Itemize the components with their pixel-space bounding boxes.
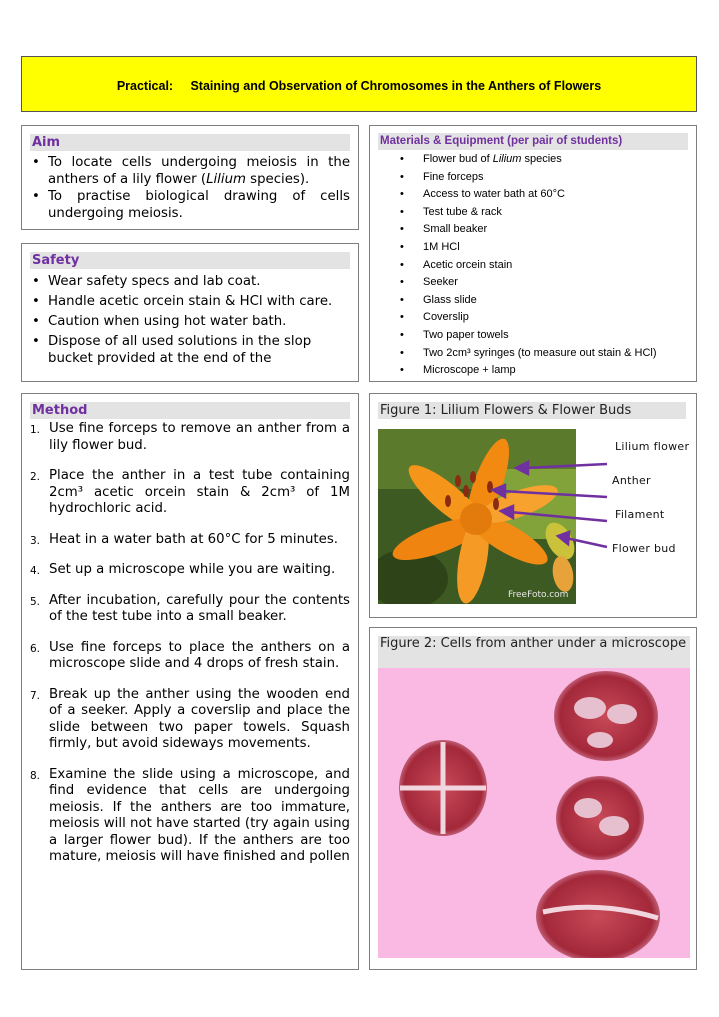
method-steps <box>30 421 350 880</box>
aim-heading: Aim <box>30 134 350 151</box>
safety-list <box>30 273 350 367</box>
material-item: • 1M HCl <box>400 239 657 257</box>
aim-item: • To practise biological drawing of cells undergoing meiosis. <box>30 188 350 222</box>
material-item: • Test tube & rack <box>400 204 657 222</box>
safety-item: • Wear safety specs and lab coat. <box>30 273 350 290</box>
figure1-panel <box>369 393 697 618</box>
figure2-caption: Figure 2: Cells from anther under a microscope <box>378 636 690 669</box>
method-step: 4. Set up a microscope while you are waiting. <box>30 562 336 577</box>
method-step: 5. After incubation, carefully pour the contents of the test tube into a small beaker. <box>30 592 350 624</box>
method-step: 6. Use fine forceps to place the anthers on a microscope slide and 4 drops of fresh stain. <box>30 639 350 671</box>
material-item: • Access to water bath at 60°C <box>400 186 657 204</box>
cell-tetrad <box>554 671 658 761</box>
safety-item: • Dispose of all used solutions in the slop bucket provided at the end of the <box>30 333 350 367</box>
title-label: Practical: <box>116 79 174 93</box>
cell-dividing <box>556 776 644 860</box>
material-item: • Glass slide <box>400 292 657 310</box>
materials-heading: Materials & Equipment (per pair of students) <box>378 133 688 150</box>
figure1-caption: Figure 1: Lilium Flowers & Flower Buds <box>378 402 686 419</box>
label-flower-bud: Flower bud <box>612 542 676 555</box>
cell-dividing <box>536 870 660 958</box>
material-item: • Two paper towels <box>400 327 657 345</box>
method-step: 8. Examine the slide using a microscope, and find evidence that cells are undergoing meiosis. If the anthers are too immature, meiosis will not have started (try again using a larger flower bud). If the anthers are too mature, meiosis will have finished and pollen <box>30 766 350 864</box>
method-heading: Method <box>30 402 350 419</box>
method-step: 2. Place the anther in a test tube containing 2cm³ acetic orcein stain & 2cm³ of 1M hydrochloric acid. <box>30 468 350 516</box>
material-item: • Small beaker <box>400 221 657 239</box>
method-step: 7. Break up the anther using the wooden end of a seeker. Apply a coverslip and place the slide between two paper towels. Squash firmly, but avoid sideways movements. <box>30 686 350 751</box>
aim-panel <box>21 125 359 230</box>
cell-tetrad <box>399 740 487 836</box>
figure2-panel <box>369 627 697 970</box>
freefoto-watermark: FreeFoto.com <box>508 590 569 600</box>
title-banner <box>21 56 697 112</box>
title-text: Staining and Observation of Chromosomes in the Anthers of Flowers <box>190 79 602 93</box>
safety-item: • Caution when using hot water bath. <box>30 313 350 330</box>
aim-item: • To locate cells undergoing meiosis in the anthers of a lily flower (Lilium species). <box>30 154 350 188</box>
material-item: • Flower bud of Lilium species <box>400 151 657 169</box>
method-step: 3. Heat in a water bath at 60°C for 5 minutes. <box>30 531 338 547</box>
material-item: • Two 2cm³ syringes (to measure out stain & HCl) <box>400 345 657 363</box>
method-panel <box>21 393 359 970</box>
material-item: • Coverslip <box>400 309 657 327</box>
safety-item: • Handle acetic orcein stain & HCl with care. <box>30 293 350 310</box>
label-anther: Anther <box>612 474 651 487</box>
figure1-arrows <box>370 394 697 618</box>
page-title <box>22 79 696 93</box>
aim-list <box>30 154 350 222</box>
material-item: • Acetic orcein stain <box>400 257 657 275</box>
material-item: • Microscope + lamp <box>400 362 657 380</box>
material-item: • Seeker <box>400 274 657 292</box>
materials-panel <box>369 125 697 382</box>
label-lilium-flower: Lilium flower <box>615 440 690 453</box>
safety-panel <box>21 243 359 382</box>
safety-heading: Safety <box>30 252 350 269</box>
method-step: 1. Use fine forceps to remove an anther from a lily flower bud. <box>30 421 350 453</box>
micrograph-image <box>378 668 690 958</box>
material-item: • Fine forceps <box>400 169 657 187</box>
label-filament: Filament <box>615 508 665 521</box>
materials-list <box>400 151 657 380</box>
